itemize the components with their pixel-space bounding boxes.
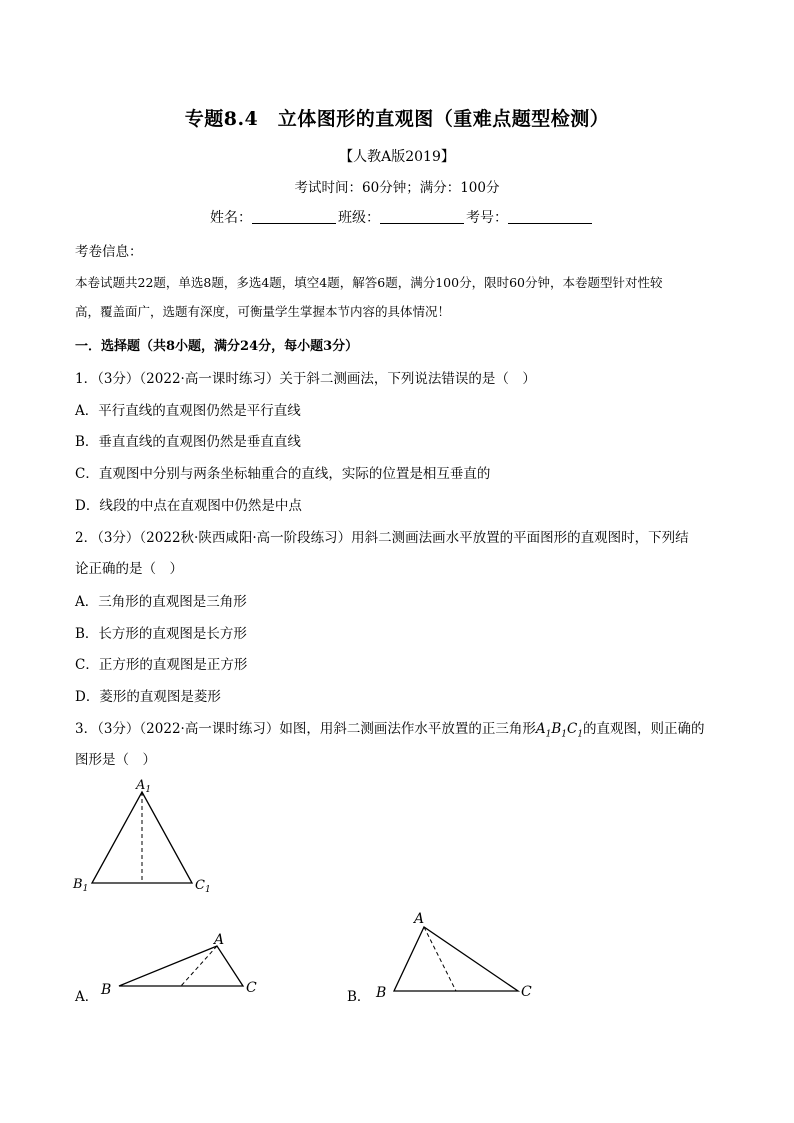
edition-label: 【人教A版2019】	[339, 149, 455, 165]
triangle-name: $A_1B_1C_1$	[535, 721, 584, 740]
q1-option-b: B．垂直直线的直观图仍然是垂直直线	[75, 434, 301, 450]
q1-option-d: D．线段的中点在直观图中仍然是中点	[75, 498, 302, 514]
q2-option-d: D．菱形的直观图是菱形	[75, 689, 221, 705]
q3-stem-post: 的直观图，则正确的	[583, 721, 705, 737]
option-a-label-c: C	[246, 980, 257, 996]
section-heading: 一．选择题（共8小题，满分24分，每小题3分）	[75, 339, 359, 354]
q1-stem: 1．（3分）（2022·高一课时练习）关于斜二测画法，下列说法错误的是（ ）	[75, 371, 536, 387]
vertex-label-b1: $B_1$	[73, 877, 89, 894]
q3-stem-pre: 3．（3分）（2022·高一课时练习）如图，用斜二测画法作水平放置的正三角形	[75, 721, 536, 737]
info-heading: 考卷信息：	[75, 244, 143, 260]
option-a-figure[interactable]	[95, 928, 275, 1008]
option-a-label-a: A	[214, 932, 225, 948]
option-b-label-a: A	[414, 911, 425, 927]
page-title: 专题8.4 立体图形的直观图（重难点题型检测）	[184, 108, 610, 130]
info-line-1: 本卷试题共22题，单选8题，多选4题，填空4题，解答6题，满分100分，限时60分钟，本卷题型针对性较	[75, 275, 663, 290]
equilateral-triangle-figure	[70, 775, 230, 895]
option-b-triangle	[394, 927, 518, 991]
name-blank[interactable]	[252, 211, 336, 224]
vertex-label-a1: $A_1$	[136, 778, 152, 795]
q2-option-c: C．正方形的直观图是正方形	[75, 657, 248, 673]
q3-option-a-label: A．	[75, 989, 99, 1005]
vertex-label-c1: $C_1$	[195, 878, 211, 895]
q2-stem-line-1: 2．（3分）（2022秋·陕西咸阳·高一阶段练习）用斜二测画法画水平放置的平面图形的直观图时，下列结	[75, 530, 689, 546]
info-line-2: 高，覆盖面广，选题有深度，可衡量学生掌握本节内容的具体情况！	[75, 304, 451, 319]
option-b-label-c: C	[521, 984, 532, 1000]
q1-option-a: A．平行直线的直观图仍然是平行直线	[75, 403, 301, 419]
option-b-label-b: B	[376, 985, 387, 1001]
option-b-dashed-line	[424, 927, 456, 991]
class-blank[interactable]	[380, 211, 464, 224]
q3-option-b-label: B．	[347, 989, 371, 1005]
id-blank[interactable]	[508, 211, 592, 224]
student-info-fields	[210, 207, 594, 227]
option-b-figure[interactable]	[370, 905, 540, 1005]
q3-stem-line-1	[75, 717, 735, 740]
q3-stem-line-2: 图形是（ ）	[75, 752, 156, 768]
id-label: 考号：	[466, 210, 508, 226]
option-a-dashed-line	[181, 946, 217, 986]
exam-time: 考试时间：60分钟；满分：100分	[294, 180, 500, 196]
class-label: 班级：	[338, 210, 380, 226]
q2-option-a: A．三角形的直观图是三角形	[75, 594, 247, 610]
option-a-triangle	[119, 946, 243, 986]
q1-option-c: C．直观图中分别与两条坐标轴重合的直线，实际的位置是相互垂直的	[75, 466, 491, 482]
q2-option-b: B．长方形的直观图是长方形	[75, 626, 247, 642]
q2-stem-line-2: 论正确的是（ ）	[75, 561, 183, 577]
name-label: 姓名：	[210, 210, 252, 226]
option-a-label-b: B	[101, 982, 112, 998]
